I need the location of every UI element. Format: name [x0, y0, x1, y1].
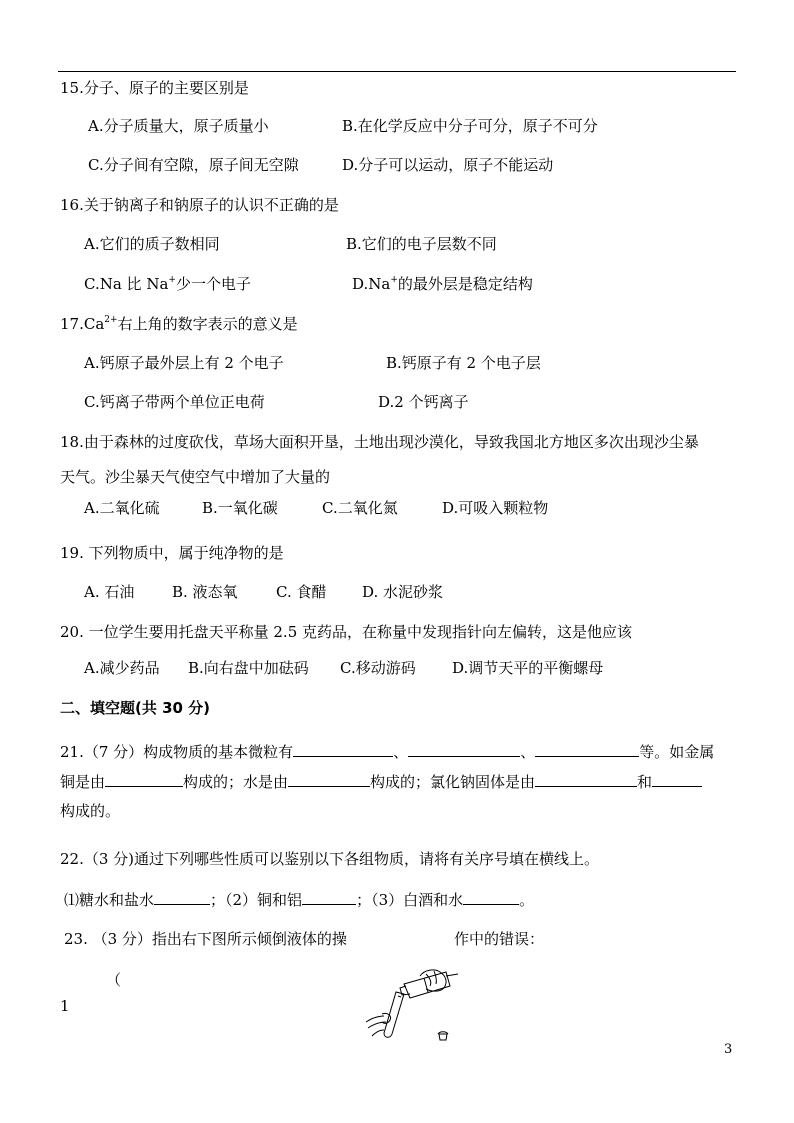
q15-option-c: C.分子间有空隙，原子间无空隙 — [88, 156, 299, 174]
section-title: 二、填空题(共 30 分) — [60, 699, 211, 717]
pouring-liquid-figure — [362, 962, 462, 1047]
q21-blank-4[interactable] — [105, 771, 183, 787]
q22-blank-1[interactable] — [154, 889, 210, 905]
q19-option-a: A. 石油 — [84, 583, 135, 601]
q21-sep-2: 、 — [520, 743, 536, 761]
q21-text-4: 构成的；水是由 — [183, 773, 289, 791]
q17-option-d: D.2 个钙离子 — [378, 393, 469, 411]
q19-stem: 19. 下列物质中，属于纯净物的是 — [60, 544, 284, 562]
q17-stem-pre: 17.Ca — [60, 315, 105, 333]
q17-option-b: B.钙原子有 2 个电子层 — [386, 354, 541, 372]
q16-c-pre: C.Na 比 Na — [84, 275, 169, 293]
q17-stem-post: 右上角的数字表示的意义是 — [117, 315, 298, 333]
q21-blank-6[interactable] — [535, 771, 637, 787]
q22-text-2: ；（2）铜和铝 — [210, 891, 303, 909]
q18-line1: 18.由于森林的过度砍伐，草场大面积开垦，土地出现沙漠化，导致我国北方地区多次出现沙尘暴 — [60, 433, 699, 451]
q23-number: 1 — [60, 997, 70, 1015]
q16-d-sup: + — [390, 275, 398, 285]
q15-option-d: D.分子可以运动，原子不能运动 — [342, 156, 554, 174]
q23-paren: （ — [106, 971, 122, 989]
q21-line1 — [60, 741, 714, 762]
q17-option-a: A.钙原子最外层上有 2 个电子 — [84, 354, 284, 372]
q22-blank-2[interactable] — [302, 889, 356, 905]
q22-blank-3[interactable] — [463, 889, 519, 905]
q16-option-a: A.它们的质子数相同 — [84, 235, 220, 253]
q21-text-2: 等。如金属 — [639, 743, 715, 761]
q23-stem-part1: 23. （3 分）指出右下图所示倾倒液体的操 — [64, 930, 347, 948]
q22-text-1: ⑴糖水和盐水 — [64, 891, 155, 909]
q20-option-d: D.调节天平的平衡螺母 — [452, 659, 604, 677]
q21-text-5: 构成的；氯化钠固体是由 — [370, 773, 536, 791]
q15-stem: 15.分子、原子的主要区别是 — [60, 79, 249, 97]
q21-blank-5[interactable] — [288, 771, 370, 787]
q21-text-3: 铜是由 — [60, 773, 106, 791]
q20-option-c: C.移动游码 — [340, 659, 416, 677]
q16-option-b: B.它们的电子层数不同 — [346, 235, 497, 253]
q22-text-3: ；（3）白酒和水 — [356, 891, 464, 909]
q20-stem: 20. 一位学生要用托盘天平称量 2.5 克药品，在称量中发现指针向左偏转，这是他应该 — [60, 623, 633, 641]
q18-option-c: C.二氧化氮 — [322, 499, 398, 517]
q22-line2 — [64, 889, 534, 910]
q21-blank-2[interactable] — [408, 741, 520, 757]
q17-option-c: C.钙离子带两个单位正电荷 — [84, 393, 265, 411]
q18-line2: 天气。沙尘暴天气使空气中增加了大量的 — [60, 468, 331, 486]
q21-blank-3[interactable] — [535, 741, 639, 757]
q21-blank-7[interactable] — [652, 771, 702, 787]
q19-option-b: B. 液态氧 — [172, 583, 238, 601]
q15-option-a: A.分子质量大，原子质量小 — [88, 117, 269, 135]
q16-option-c — [84, 274, 251, 294]
q17-stem-sup: 2+ — [104, 315, 118, 325]
q21-sep-1: 、 — [393, 743, 409, 761]
q21-text-6: 和 — [637, 773, 653, 791]
q23-stem-part2: 作中的错误： — [454, 930, 545, 948]
q20-option-a: A.减少药品 — [84, 659, 160, 677]
q18-option-b: B.一氧化碳 — [202, 499, 278, 517]
page-number: 3 — [724, 1042, 733, 1057]
q21-text-1: 21.（7 分）构成物质的基本微粒有 — [60, 743, 294, 761]
q16-option-d — [352, 274, 533, 294]
q21-line3: 构成的。 — [60, 802, 121, 820]
header-rule — [58, 71, 736, 72]
q16-d-pre: D.Na — [352, 275, 391, 293]
q21-blank-1[interactable] — [293, 741, 393, 757]
q16-c-post: 少一个电子 — [175, 275, 251, 293]
q16-d-post: 的最外层是稳定结构 — [397, 275, 533, 293]
q19-option-d: D. 水泥砂浆 — [362, 583, 444, 601]
q16-stem: 16.关于钠离子和钠原子的认识不正确的是 — [60, 196, 339, 214]
q18-option-a: A.二氧化硫 — [84, 499, 160, 517]
q15-option-b: B.在化学反应中分子可分，原子不可分 — [342, 117, 598, 135]
q21-line2 — [60, 771, 702, 792]
q22-stem: 22.（3 分)通过下列哪些性质可以鉴别以下各组物质，请将有关序号填在横线上。 — [60, 850, 600, 868]
q16-c-sup: + — [168, 275, 176, 285]
q19-option-c: C. 食醋 — [276, 583, 327, 601]
q22-text-4: 。 — [519, 891, 535, 909]
q17-stem — [60, 314, 298, 334]
q20-option-b: B.向右盘中加砝码 — [188, 659, 309, 677]
q18-option-d: D.可吸入颗粒物 — [442, 499, 549, 517]
